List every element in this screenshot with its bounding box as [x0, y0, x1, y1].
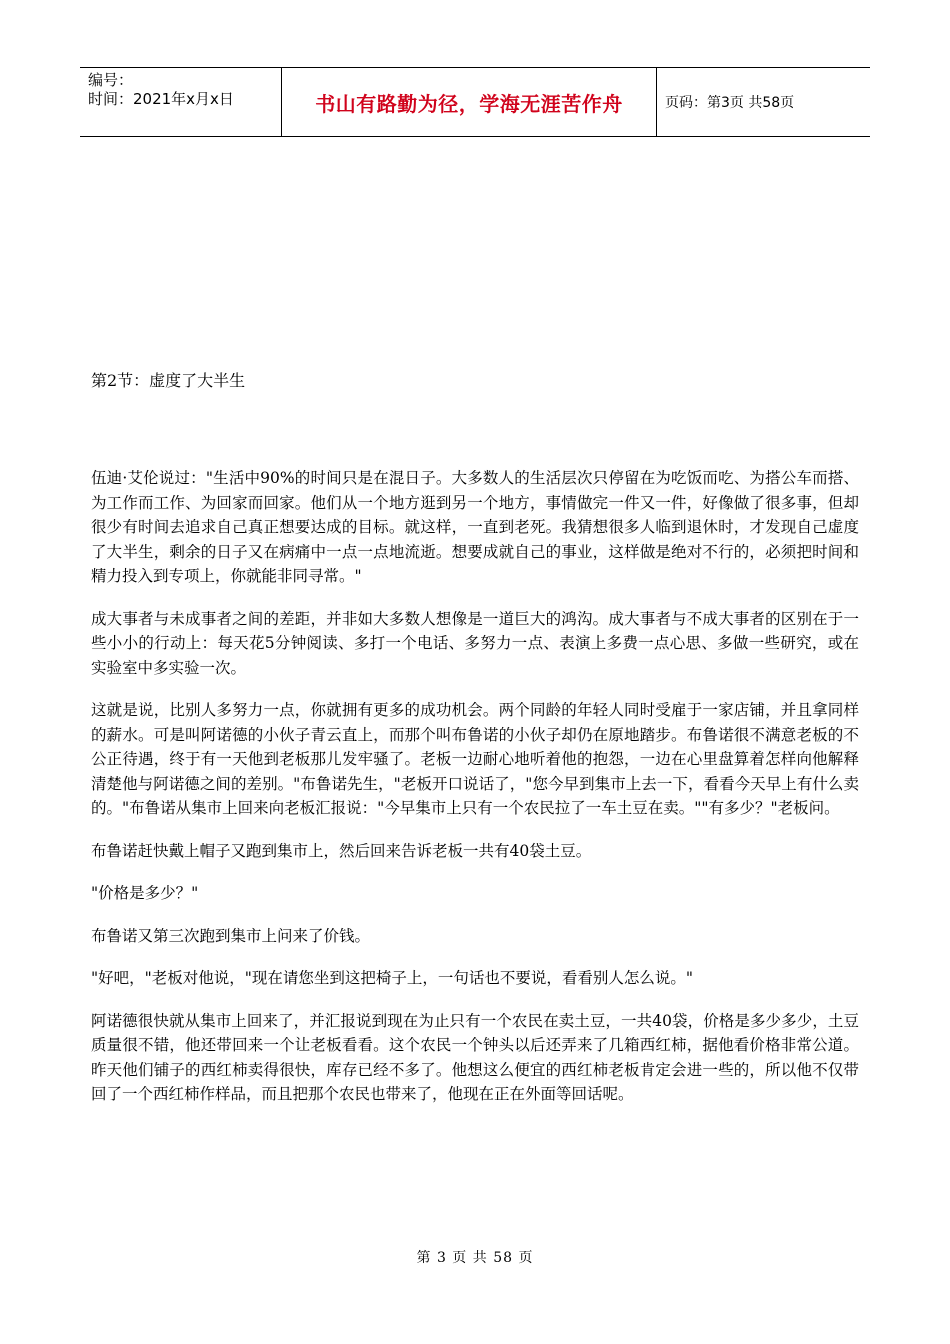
header-page-info: 页码：第3页 共58页: [665, 95, 795, 111]
header-number-label: 编号：: [88, 71, 134, 89]
paragraph: 这就是说，比别人多努力一点，你就拥有更多的成功机会。两个同龄的年轻人同时受雇于一家店铺，并且拿同样的薪水。可是叫阿诺德的小伙子青云直上，而那个叫布鲁诺的小伙子却仍在原地踏步。布鲁诺很不满意老板的不公正待遇，终于有一天他到老板那儿发牢骚了。老板一边耐心地听着他的抱怨，一边在心里盘算着怎样向他解释清楚他与阿诺德之间的差别。"布鲁诺先生，"老板开口说话了，"您今早到集市上去一下，看看今天早上有什么卖的。"布鲁诺从集市上回来向老板汇报说："今早集市上只有一个农民拉了一车土豆在卖。""有多少？"老板问。: [91, 701, 859, 817]
paragraph: 布鲁诺赶快戴上帽子又跑到集市上，然后回来告诉老板一共有40袋土豆。: [91, 841, 592, 860]
paragraph: 成大事者与未成事者之间的差距，并非如大多数人想像是一道巨大的鸿沟。成大事者与不成大事者的区别在于一些小小的行动上：每天花5分钟阅读、多打一个电话、多努力一点、表演上多费一点心思、多做一些研究，或在实验室中多实验一次。: [91, 609, 859, 677]
paragraph: 布鲁诺又第三次跑到集市上问来了价钱。: [91, 926, 371, 945]
paragraph: 伍迪·艾伦说过："生活中90%的时间只是在混日子。大多数人的生活层次只停留在为吃饭而吃、为搭公车而搭、为工作而工作、为回家而回家。他们从一个地方逛到另一个地方，事情做完一件又一件，好像做了很多事，但却很少有时间去追求自己真正想要达成的目标。就这样，一直到老死。我猜想很多人临到退休时，才发现自己虚度了大半生，剩余的日子又在病痛中一点一点地流逝。想要成就自己的事业，这样做是绝对不行的，必须把时间和精力投入到专项上，你就能非同寻常。": [91, 469, 859, 585]
header-meta: [80, 68, 282, 136]
header-date-label: 时间：2021年x月x日: [88, 90, 234, 108]
section-title: 第2节：虚度了大半生: [91, 371, 246, 390]
paragraph: "价格是多少？": [91, 884, 199, 902]
body-text: [91, 466, 859, 1125]
header-motto: 书山有路勤为径，学海无涯苦作舟: [282, 68, 657, 136]
page-footer: 第 3 页 共 58 页: [416, 1250, 534, 1266]
paragraph: "好吧，"老板对他说，"现在请您坐到这把椅子上，一句话也不要说，看看别人怎么说。": [91, 969, 694, 987]
paragraph: 阿诺德很快就从集市上回来了，并汇报说到现在为止只有一个农民在卖土豆，一共40袋，价格是多少多少，土豆质量很不错，他还带回来一个让老板看看。这个农民一个钟头以后还弄来了几箱西红柿，据他看价格非常公道。昨天他们铺子的西红柿卖得很快，库存已经不多了。他想这么便宜的西红柿老板肯定会进一些的，所以他不仅带回了一个西红柿作样品，而且把那个农民也带来了，他现在正在外面等回话呢。: [91, 1011, 859, 1103]
page-header: [80, 67, 870, 137]
